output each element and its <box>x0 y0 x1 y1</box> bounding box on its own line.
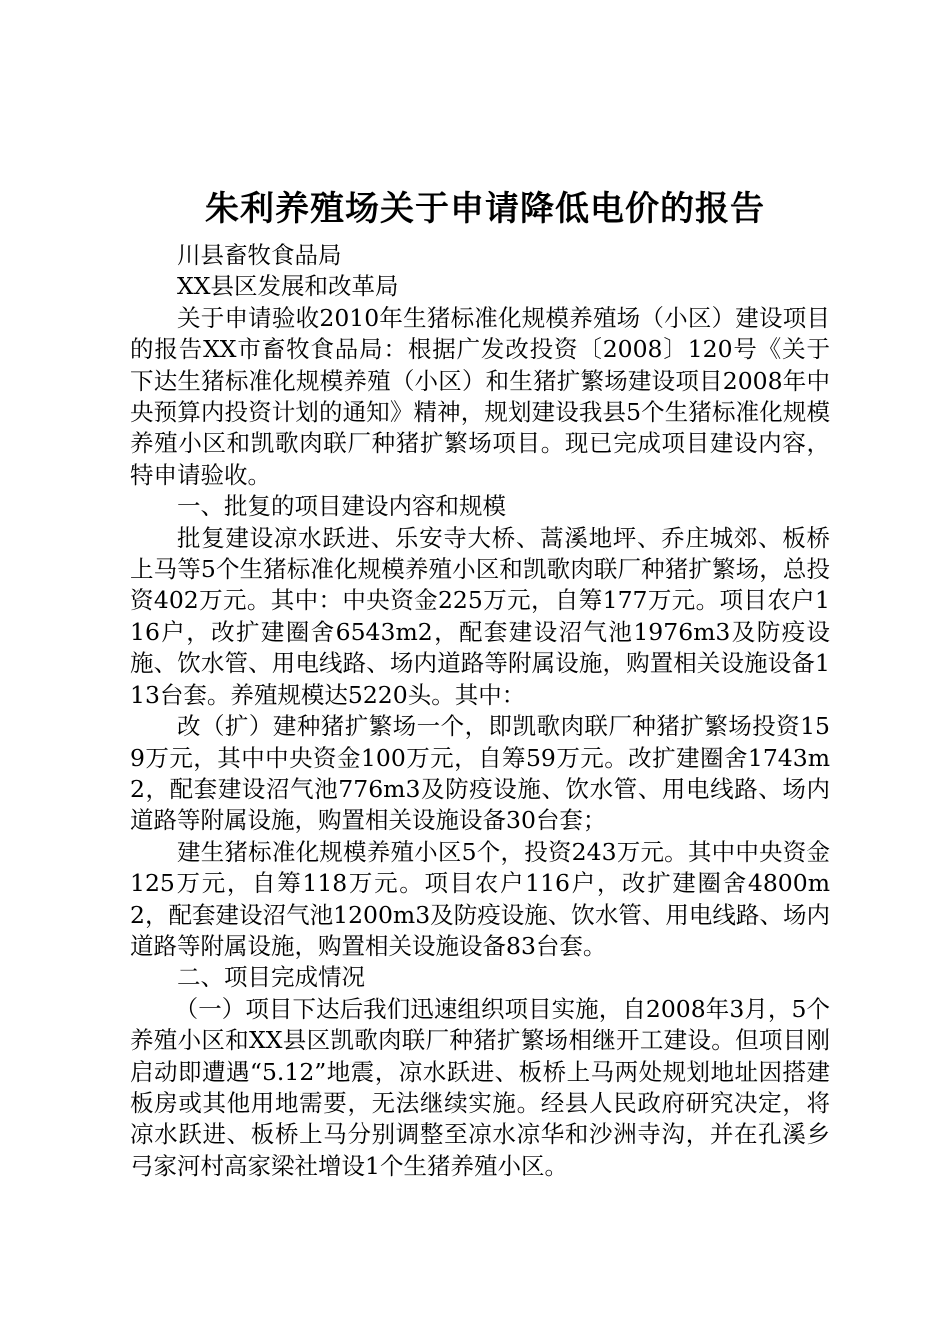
body-paragraph: 建生猪标准化规模养殖小区5个，投资243万元。其中中央资金125万元，自筹118万元。项目农户116户，改扩建圈舍4800m2，配套建设沼气池1200m3及防疫设施、饮水管、用电线路、场内道路等附属设施，购置相关设施设备83台套。 <box>130 837 830 960</box>
document-title: 朱利养殖场关于申请降低电价的报告 <box>205 189 765 229</box>
section-heading: 二、项目完成情况 <box>177 963 365 992</box>
section-heading: 一、批复的项目建设内容和规模 <box>177 492 506 521</box>
recipient-line: 川县畜牧食品局 <box>177 241 342 269</box>
body-paragraph: 关于申请验收2010年生猪标准化规模养殖场（小区）建设项目的报告XX市畜牧食品局：根据广发改投资〔2008〕120号《关于下达生猪标准化规模养殖（小区）和生猪扩繁场建设项目2008年中央预算内投资计划的通知》精神，规划建设我县5个生猪标准化规模养殖小区和凯歌肉联厂种猪扩繁场项目。现已完成项目建设内容，特申请验收。 <box>130 303 830 489</box>
body-paragraph: 改（扩）建种猪扩繁场一个，即凯歌肉联厂种猪扩繁场投资159万元，其中中央资金100万元，自筹59万元。改扩建圈舍1743m2，配套建设沼气池776m3及防疫设施、饮水管、用电线路、场内道路等附属设施，购置相关设施设备30台套； <box>130 712 830 835</box>
body-paragraph: 批复建设凉水跃进、乐安寺大桥、蒿溪地坪、乔庄城郊、板桥上马等5个生猪标准化规模养殖小区和凯歌肉联厂种猪扩繁场，总投资402万元。其中：中央资金225万元，自筹177万元。项目农户116户，改扩建圈舍6543m2，配套建设沼气池1976m3及防疫设施、饮水管、用电线路、场内道路等附属设施，购置相关设施设备113台套。养殖规模达5220头。其中： <box>130 523 830 709</box>
body-paragraph: （一）项目下达后我们迅速组织项目实施，自2008年3月，5个养殖小区和XX县区凯歌肉联厂种猪扩繁场相继开工建设。但项目刚启动即遭遇“5.12”地震，凉水跃进、板桥上马两处规划地址因搭建板房或其他用地需要，无法继续实施。经县人民政府研究决定，将凉水跃进、板桥上马分别调整至凉水凉华和沙洲寺沟，并在孔溪乡弓家河村高家梁社增设1个生猪养殖小区。 <box>130 994 830 1180</box>
recipient-line: XX县区发展和改革局 <box>177 272 399 301</box>
document-page <box>130 178 830 1182</box>
